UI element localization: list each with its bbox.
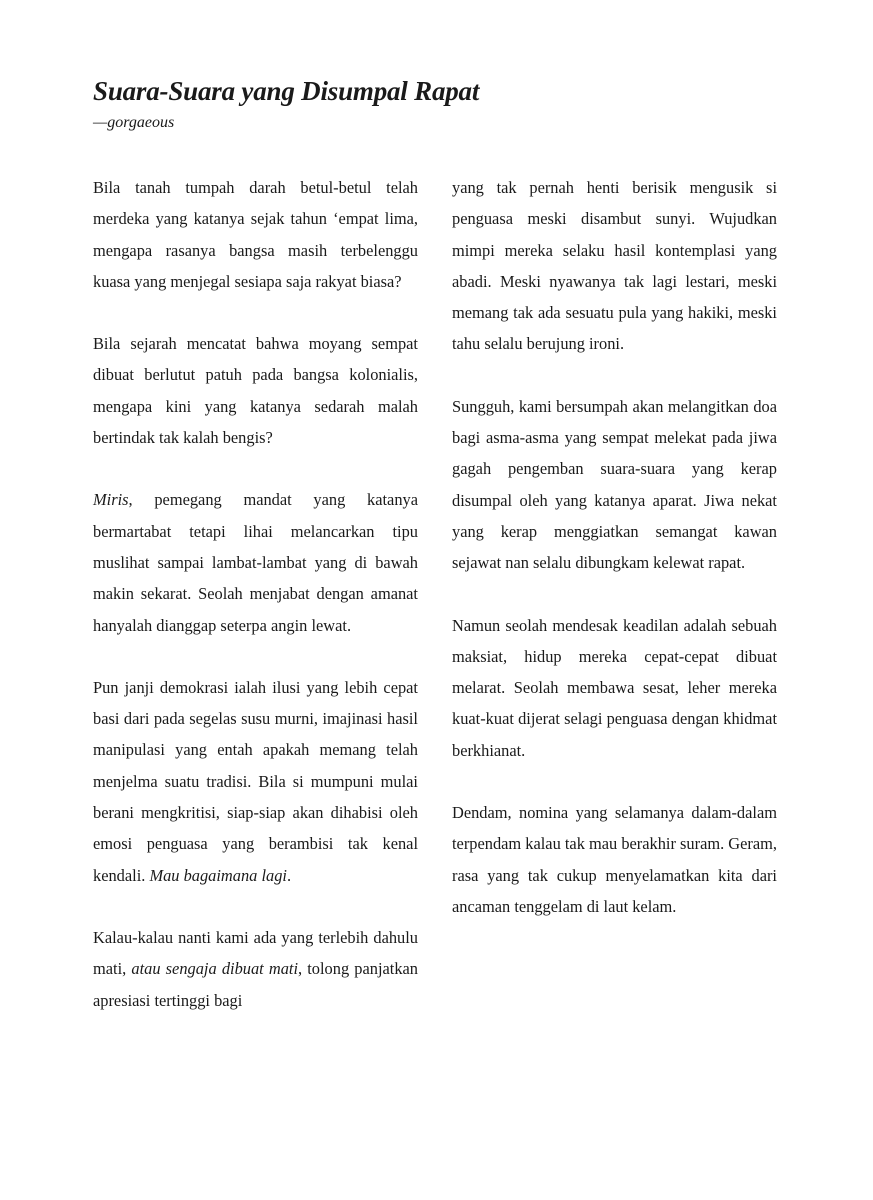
paragraph: Dendam, nomina yang selamanya dalam-dalam terpendam kalau tak mau berakhir suram. Geram, rasa yang tak cukup menyelamatkan kita dari ancaman tenggelam di laut kelam. bbox=[452, 803, 777, 916]
paragraph bbox=[93, 484, 418, 640]
document-title: Suara-Suara yang Disumpal Rapat bbox=[93, 76, 480, 106]
paragraph-punctuation: . bbox=[286, 865, 292, 885]
paragraph bbox=[93, 672, 418, 891]
paragraph: Namun seolah mendesak keadilan adalah sebuah maksiat, hidup mereka cepat-cepat dibuat melarat. Seolah membawa sesat, leher mereka kuat-kuat dijerat selagi penguasa dengan khidmat berkhianat. bbox=[452, 615, 777, 760]
paragraph: Bila tanah tumpah darah betul-betul telah merdeka yang katanya sejak tahun ‘empat lima, mengapa rasanya bangsa masih terbelenggu kuasa yang menjegal sesiapa saja rakyat biasa? bbox=[93, 178, 418, 291]
paragraph-text: , pemegang mandat yang katanya bermartabat tetapi lihai melancarkan tipu muslihat sampai lambat-lambat yang di bawah makin sekarat. Seolah menjabat dengan amanat hanyalah dianggap seterpa angin lewat. bbox=[93, 490, 418, 635]
paragraph: Bila sejarah mencatat bahwa moyang sempat dibuat berlutut patuh pada bangsa kolonialis, mengapa kini yang katanya sedarah malah bertindak tak kalah bengis? bbox=[93, 334, 418, 448]
italic-phrase: atau sengaja dibuat mati bbox=[131, 959, 298, 979]
paragraph: yang tak pernah henti berisik mengusik si penguasa meski disambut sunyi. Wujudkan mimpi mereka selaku hasil kontemplasi yang abadi. Meski nyawanya tak lagi lestari, meski memang tak ada sesuatu pula yang hakiki, meski tahu selalu berujung ironi. bbox=[452, 178, 777, 354]
paragraph-text: Pun janji demokrasi ialah ilusi yang lebih cepat basi dari pada segelas susu murni, imajinasi hasil manipulasi yang entah apakah memang telah menjelma suatu tradisi. Bila si mumpuni mulai berani mengkritisi, siap-siap akan dihabisi oleh emosi penguasa yang berambisi tak kenal kendali. bbox=[93, 677, 418, 885]
paragraph-text: Kalau-kalau nanti kami ada yang terlebih dahulu mati, bbox=[93, 927, 418, 979]
italic-phrase: Mau bagaimana lagi bbox=[149, 865, 287, 885]
paragraph: Sungguh, kami bersumpah akan melangitkan doa bagi asma-asma yang sempat melekat pada jiwa gagah pengemban suara-suara yang kerap disumpal oleh yang katanya aparat. Jiwa nekat yang kerap menggiatkan semangat kawan sejawat nan selalu dibungkam kelewat rapat. bbox=[452, 396, 777, 573]
italic-word: Miris bbox=[93, 490, 129, 510]
right-column bbox=[452, 172, 777, 922]
paragraph bbox=[93, 922, 418, 1016]
paragraph-text: , tolong panjatkan apresiasi tertinggi bagi bbox=[93, 959, 418, 1010]
left-column bbox=[93, 172, 418, 1016]
author-byline: —gorgaeous bbox=[93, 114, 175, 131]
